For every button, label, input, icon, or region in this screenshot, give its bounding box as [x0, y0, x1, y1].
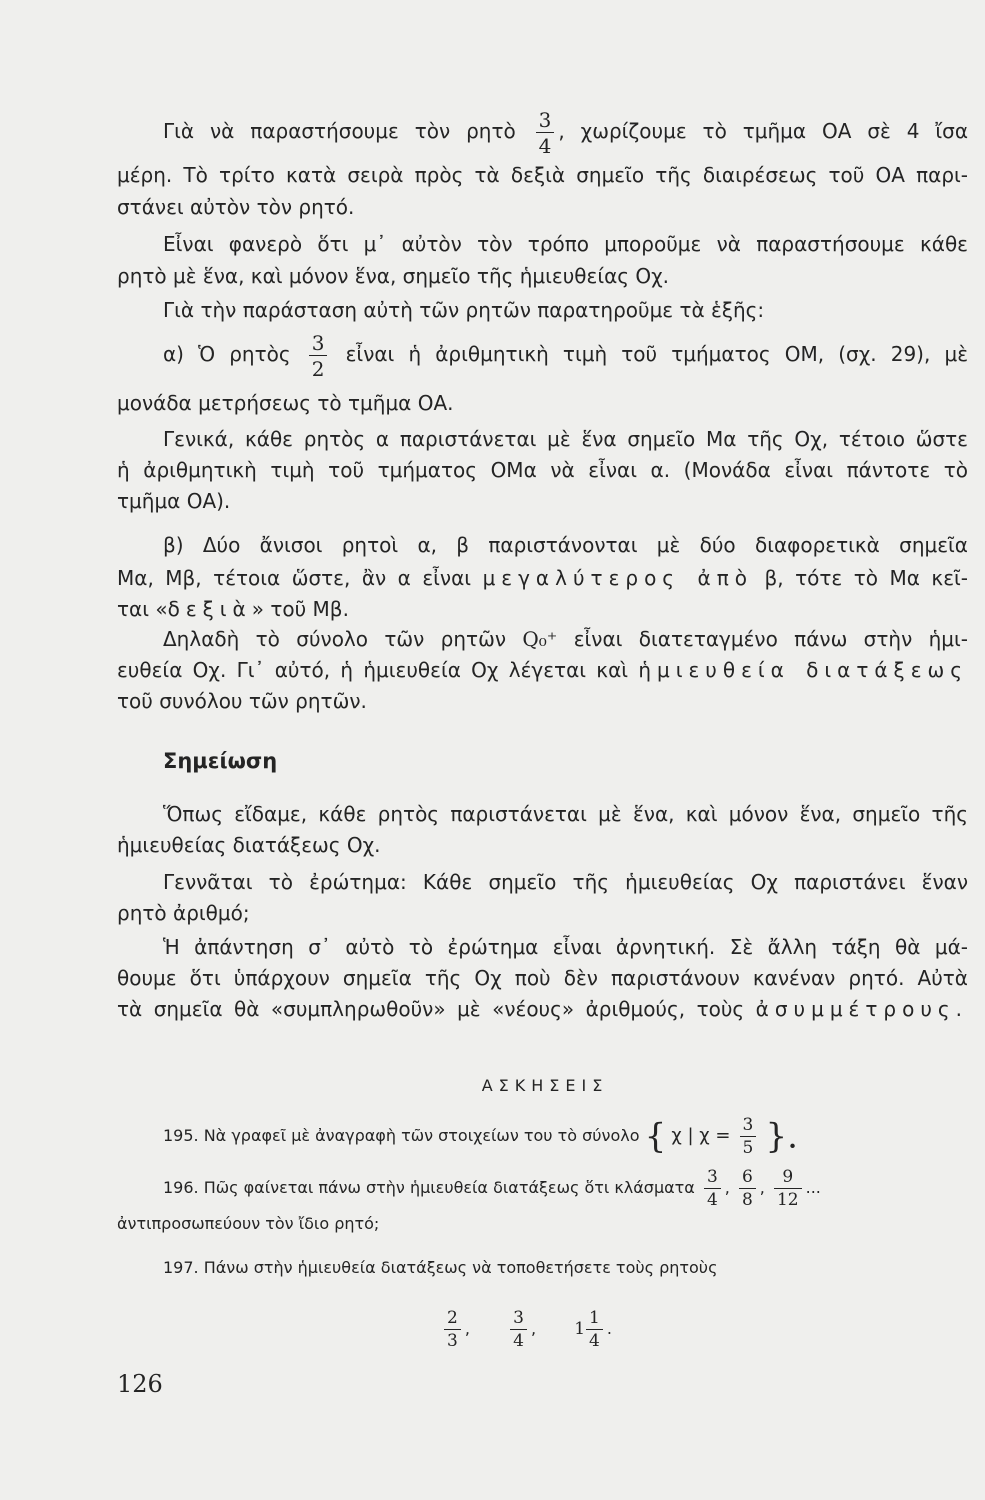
fraction-denominator: 4 [538, 133, 552, 158]
fraction-6-8 [739, 1166, 756, 1210]
set-brace-open: { [644, 1116, 667, 1157]
fraction-9-12 [774, 1166, 802, 1210]
p1-line2: μέρη. Τὸ τρίτο κατὰ σειρὰ πρὸς τὰ δεξιὰ σημεῖο τῆς διαιρέσεως τοῦ ΟΑ παρι- [117, 163, 968, 187]
comma: , [759, 1178, 765, 1197]
fraction-numerator: 9 [774, 1169, 802, 1189]
fraction-denominator: 3 [447, 1330, 458, 1351]
exercise-197-fractions [440, 1303, 612, 1355]
p7-line2-text-a: ευθεία Οχ. Γι᾽ αὐτό, ἡ ἡμιευθεία Οχ λέγεται καὶ [117, 658, 629, 682]
rational-set-symbol: Q₀⁺ [522, 627, 558, 651]
p4-line1-text-a: α) Ὁ ρητὸς [163, 342, 291, 366]
p6-line3-text-b: » τοῦ Μβ. [251, 597, 349, 621]
p7-line1 [163, 627, 968, 651]
note-p3-line3-spaced-text: ἀσυμμέτρους. [755, 997, 968, 1021]
p2-line1: Εἶναι φανερὸ ὅτι μ᾽ αὐτὸν τὸν τρόπο μποροῦμε νὰ παραστήσουμε κάθε [163, 232, 968, 256]
fraction-numerator: 1 [586, 1310, 603, 1330]
p7-line2 [117, 658, 968, 682]
p5-line1: Γενικά, κάθε ρητὸς α παριστάνεται μὲ ἕνα σημεῖο Μα τῆς Οχ, τέτοιο ὥστε [163, 427, 968, 451]
comma: , [530, 1319, 537, 1338]
p7-line1-text-b: εἶναι διατεταγμένο πάνω στὴν ἡμι- [573, 627, 968, 651]
exercise-196 [163, 1162, 821, 1214]
comma: , [724, 1178, 730, 1197]
p4-line1 [163, 331, 968, 379]
p4-line2: μονάδα μετρήσεως τὸ τμῆμα ΟΑ. [117, 391, 454, 415]
note-p1-line1: Ὅπως εἴδαμε, κάθε ρητὸς παριστάνεται μὲ ἕνα, καὶ μόνον ἕνα, σημεῖο τῆς [163, 802, 968, 826]
p5-line3: τμῆμα ΟΑ). [117, 489, 231, 513]
p7-line2-spaced-text: ἡμιευθεία διατάξεως [638, 658, 968, 682]
p6-line3 [117, 597, 349, 621]
exercise-197-text: 197. Πάνω στὴν ἡμιευθεία διατάξεως νὰ τοποθετήσετε τοὺς ρητοὺς [163, 1258, 718, 1277]
note-p1-line2: ἡμιευθείας διατάξεως Οχ. [117, 833, 381, 857]
fraction-1-4 [586, 1307, 603, 1351]
p6-line2-text-b: β, τότε τὸ Μα κεῖ- [764, 566, 969, 590]
fraction-2-3 [444, 1307, 461, 1351]
fraction-numerator: 3 [309, 333, 328, 356]
p1-line1 [163, 108, 968, 156]
p2-line2: ρητὸ μὲ ἕνα, καὶ μόνον ἕνα, σημεῖο τῆς ἡμιευθείας Οχ. [117, 264, 670, 288]
fraction-numerator: 3 [536, 110, 555, 133]
p6-line2 [117, 566, 968, 590]
p6-line1: β) Δύο ἄνισοι ρητοὶ α, β παριστάνονται μὲ δύο διαφορετικὰ σημεῖα [163, 533, 968, 557]
ellipsis: ... [805, 1178, 821, 1197]
p1-line1-text-a: Γιὰ νὰ παραστήσουμε τὸν ρητὸ [163, 119, 516, 143]
p7-line1-text-a: Δηλαδὴ τὸ σύνολο τῶν ρητῶν [163, 627, 507, 651]
p5-line2: ἡ ἀριθμητικὴ τιμὴ τοῦ τμήματος ΟΜα νὰ εἶναι α. (Μονάδα εἶναι πάντοτε τὸ [117, 458, 968, 482]
p6-line2-text-a: Μα, Μβ, τέτοια ὥστε, ἂν α εἶναι [117, 566, 472, 590]
set-expression: χ | χ = [671, 1125, 731, 1146]
exercise-196-text: 196. Πῶς φαίνεται πάνω στὴν ἡμιευθεία διατάξεως ὅτι κλάσματα [163, 1178, 695, 1197]
fraction-numerator: 2 [444, 1310, 461, 1330]
p4-line1-text-b: εἶναι ἡ ἀριθμητικὴ τιμὴ τοῦ τμήματος ΟΜ, (σχ. 29), μὲ [345, 342, 969, 366]
page-number: 126 [117, 1370, 163, 1398]
fraction-numerator: 3 [704, 1169, 721, 1189]
fraction-3-2 [309, 330, 328, 381]
p1-line3: στάνει αὐτὸν τὸν ρητό. [117, 195, 355, 219]
fraction-denominator: 4 [589, 1330, 600, 1351]
fraction-numerator: 3 [510, 1310, 527, 1330]
note-p3-line3-text-a: τὰ σημεῖα θὰ «συμπληρωθοῦν» μὲ «νέους» ἀριθμούς, τοὺς [117, 997, 745, 1021]
set-brace-close: }. [765, 1116, 798, 1157]
fraction-denominator: 12 [776, 1189, 799, 1210]
comma: , [464, 1319, 470, 1338]
fraction-3-4 [536, 107, 555, 158]
note-p3-line3 [117, 997, 968, 1021]
fraction-denominator: 8 [741, 1189, 753, 1210]
exercise-196-continuation: ἀντιπροσωπεύουν τὸν ἴδιο ρητό; [117, 1214, 380, 1233]
exercises-heading: ΑΣΚΗΣΕΙΣ [481, 1076, 609, 1095]
note-p2-line1: Γεννᾶται τὸ ἐρώτημα: Κάθε σημεῖο τῆς ἡμιευθείας Οχ παριστάνει ἕναν [163, 870, 968, 894]
fraction-3-4 [510, 1307, 527, 1351]
note-heading: Σημείωση [163, 749, 278, 773]
fraction-denominator: 4 [513, 1330, 524, 1351]
p6-line3-spaced-text: δεξιὰ [167, 597, 252, 621]
mixed-number-whole: 1 [574, 1319, 586, 1339]
p6-line3-text-a: ται « [117, 597, 168, 621]
fraction-denominator: 5 [742, 1137, 754, 1158]
p3-line1: Γιὰ τὴν παράσταση αὐτὴ τῶν ρητῶν παρατηροῦμε τὰ ἑξῆς: [163, 298, 765, 322]
fraction-denominator: 4 [706, 1189, 718, 1210]
fraction-3-5 [740, 1114, 757, 1158]
period: . [606, 1319, 612, 1338]
note-p3-line2: θουμε ὅτι ὑπάρχουν σημεῖα τῆς Οχ ποὺ δὲν παριστάνουν κανέναν ρητό. Αὐτὰ [117, 966, 968, 990]
fraction-denominator: 2 [311, 356, 325, 381]
p7-line3: τοῦ συνόλου τῶν ρητῶν. [117, 689, 367, 713]
exercise-195-text: 195. Νὰ γραφεῖ μὲ ἀναγραφὴ τῶν στοιχείων του τὸ σύνολο [163, 1126, 640, 1145]
p6-line2-spaced-text: μεγαλύτερος ἀπὸ [482, 566, 753, 590]
fraction-3-4 [704, 1166, 721, 1210]
fraction-numerator: 3 [740, 1117, 757, 1137]
exercise-195 [163, 1110, 798, 1162]
p1-line1-text-b: , χωρίζουμε τὸ τμῆμα ΟΑ σὲ 4 ἴσα [558, 119, 969, 143]
fraction-numerator: 6 [739, 1169, 756, 1189]
note-p3-line1: Ἡ ἀπάντηση σ᾽ αὐτὸ τὸ ἐρώτημα εἶναι ἀρνητική. Σὲ ἄλλη τάξη θὰ μά- [163, 935, 968, 959]
note-p2-line2: ρητὸ ἀριθμό; [117, 901, 250, 925]
